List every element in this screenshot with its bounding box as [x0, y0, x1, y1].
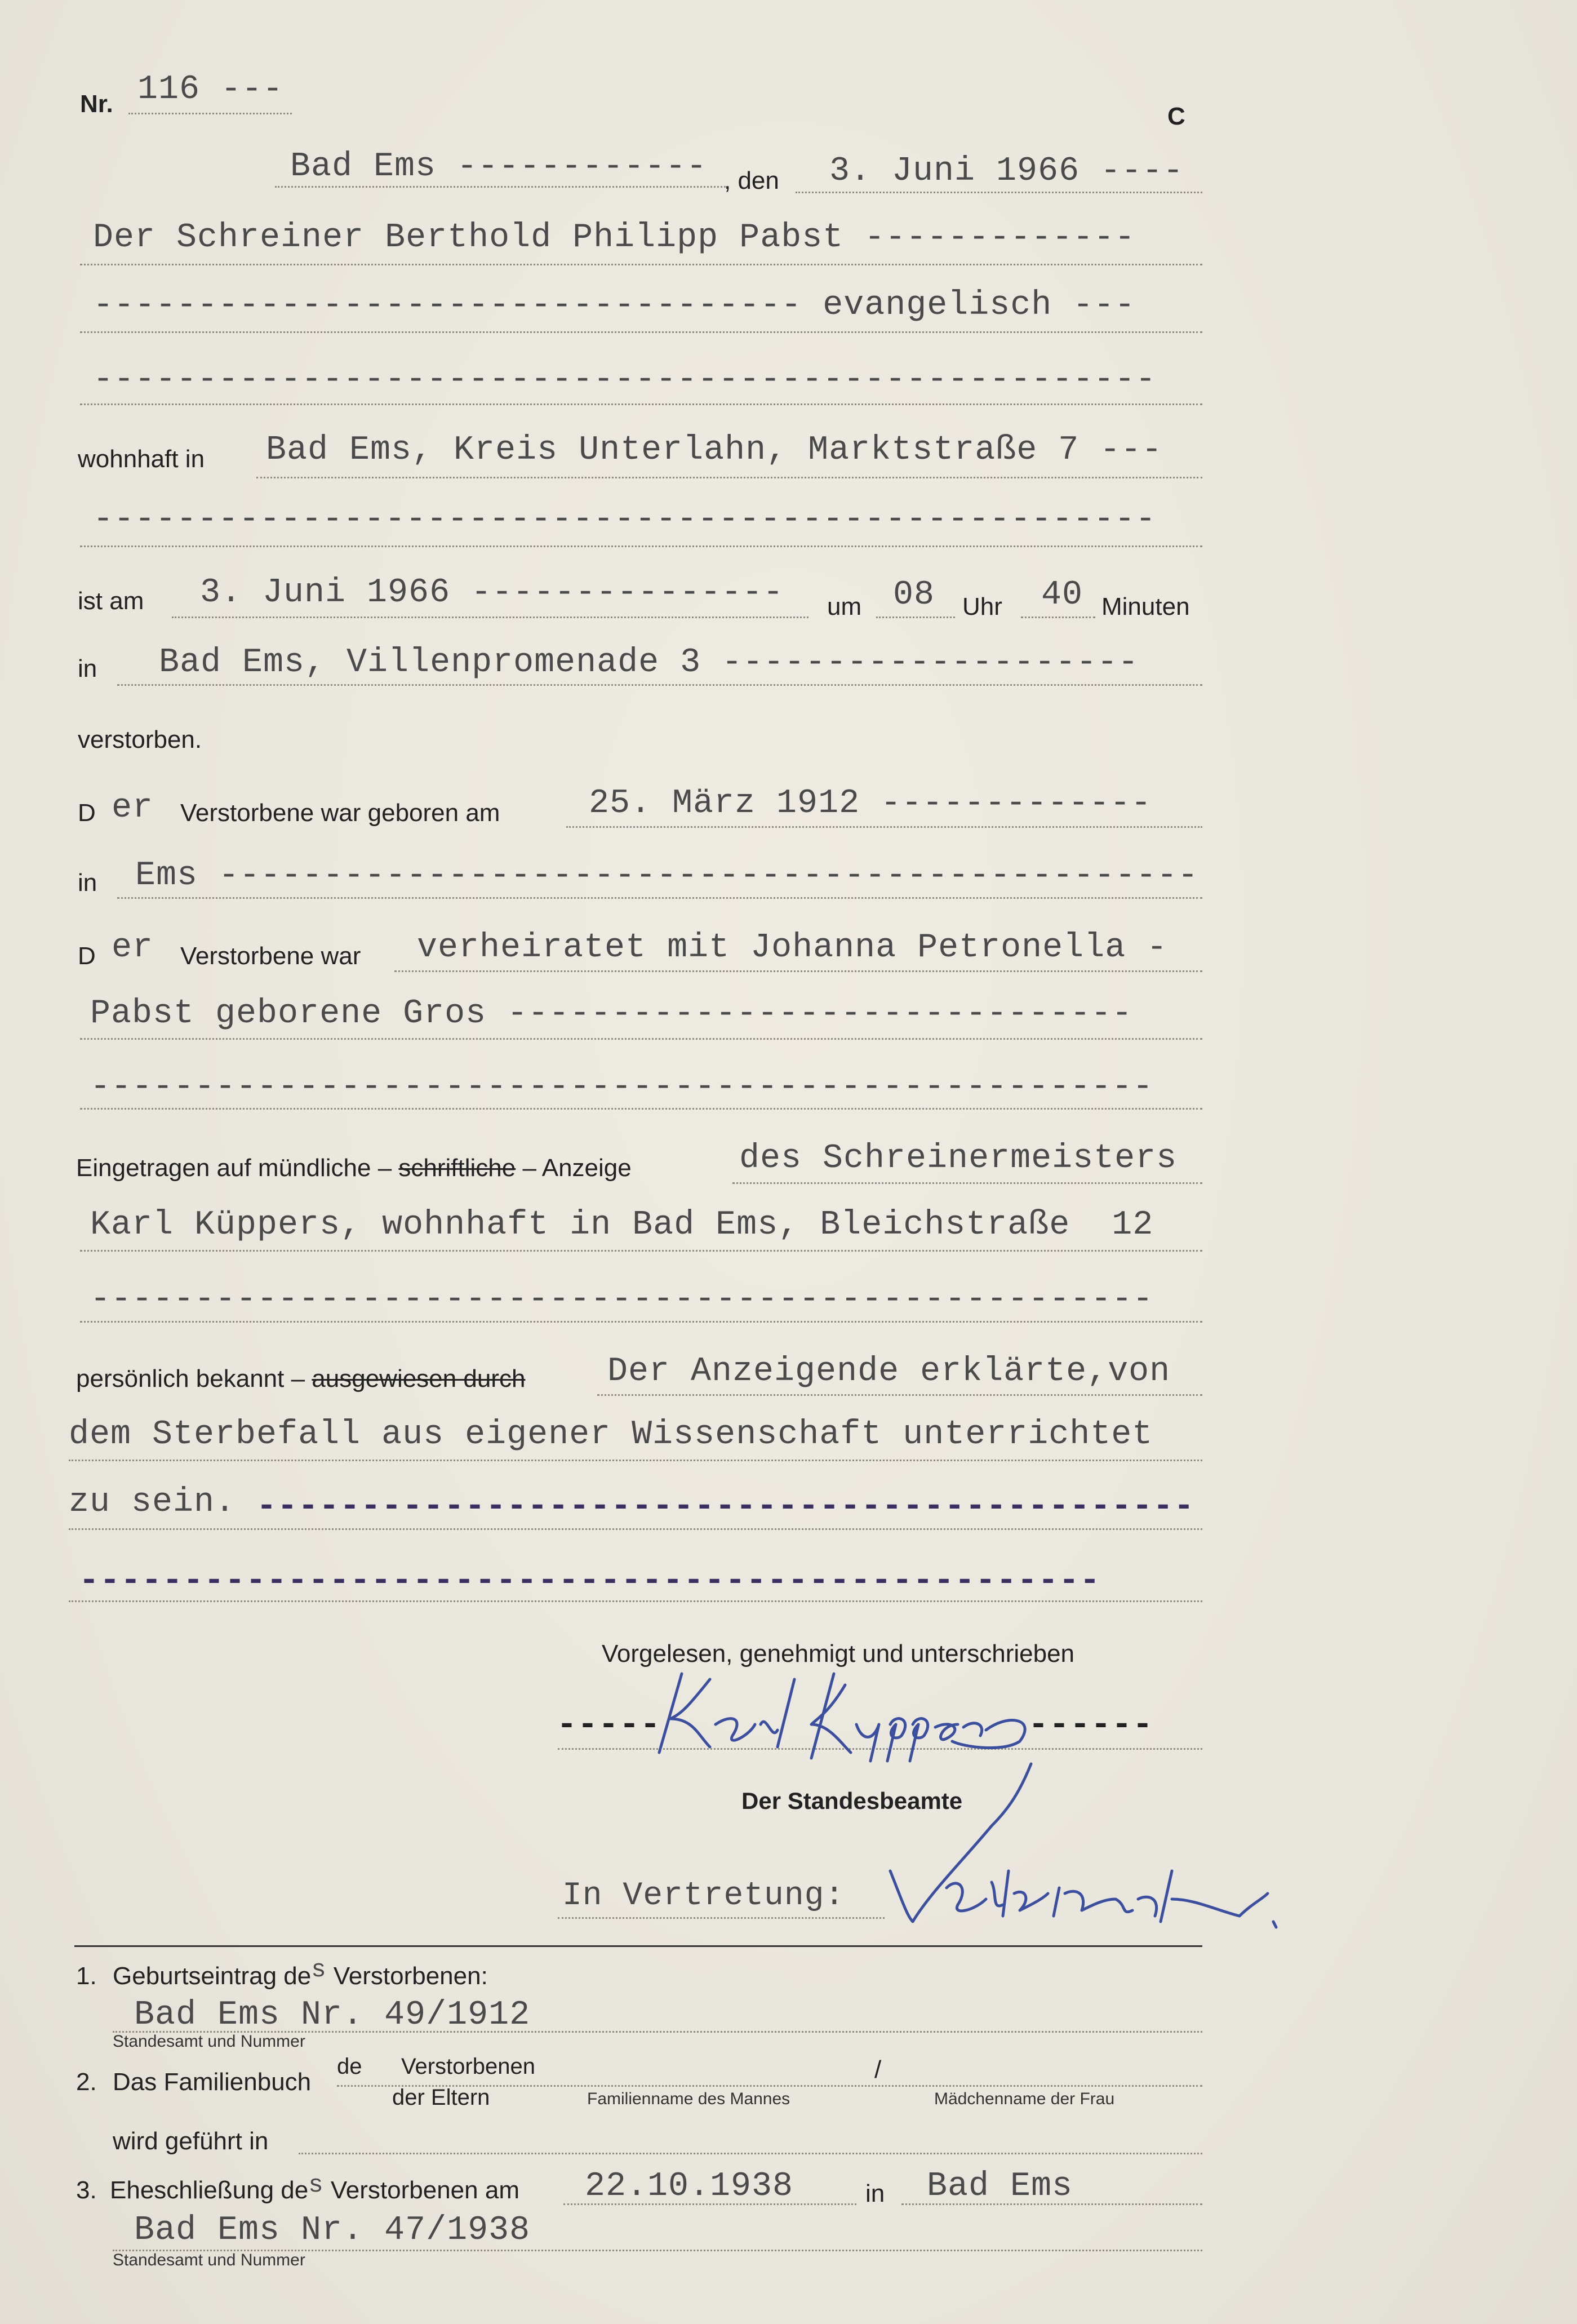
- entry-number: 116 ---: [137, 70, 284, 109]
- item1-number: 1.: [76, 1962, 97, 1990]
- item1-label-a: Geburtseintrag de: [113, 1962, 312, 1990]
- address-continuation: ---------------------------------------------------: [93, 500, 1157, 539]
- rule-line: [69, 1600, 1202, 1602]
- death-minutes: 40: [1041, 576, 1083, 614]
- birth-place: Ems -----------------------------------------------: [135, 857, 1199, 895]
- den-label: , den: [724, 167, 779, 194]
- registrar-signature: [879, 1758, 1285, 1939]
- wohnhaft-label: wohnhaft in: [78, 445, 205, 473]
- rule-line: [558, 1917, 885, 1919]
- read-approved-label: Vorgelesen, genehmigt und unterschrieben: [602, 1640, 1075, 1667]
- marital-d-label: D: [78, 942, 96, 970]
- rule-line: [394, 970, 1202, 972]
- nr-line: [128, 113, 292, 114]
- birth-d-label: D: [78, 799, 96, 827]
- birth-date: 25. März 1912 -------------: [589, 784, 1152, 823]
- rule-line: [563, 2203, 856, 2205]
- item2-caption-man: Familienname des Mannes: [587, 2090, 790, 2108]
- item3-label: [110, 2171, 519, 2206]
- item1-sup: s: [311, 1956, 327, 1984]
- rule-line: [732, 1182, 1202, 1184]
- item1-caption: Standesamt und Nummer: [113, 2032, 305, 2051]
- rule-line: [80, 545, 1202, 547]
- death-date: 3. Juni 1966 ---------------: [200, 574, 784, 612]
- deceased-address: Bad Ems, Kreis Unterlahn, Marktstraße 7 ---: [266, 431, 1163, 469]
- signature-dashes-right: ------: [1028, 1706, 1154, 1745]
- rule-line: [597, 1394, 1202, 1396]
- informant-title: des Schreinermeisters: [739, 1139, 1178, 1178]
- rule-line: [117, 897, 1202, 899]
- item3-label-b: Verstorbenen am: [323, 2176, 519, 2204]
- item2-wird-label: wird geführt in: [113, 2127, 269, 2155]
- ist-am-label: ist am: [78, 587, 144, 615]
- spouse-name: Pabst geborene Gros ------------------------------: [90, 995, 1133, 1033]
- identification-line3: zu sein.: [69, 1483, 236, 1522]
- marriage-date: 22.10.1938: [585, 2167, 794, 2206]
- eingetragen-strike: schriftliche: [398, 1154, 516, 1182]
- informant-signature: [648, 1662, 1042, 1764]
- informant-name-address: Karl Küppers, wohnhaft in Bad Ems, Bleichstraße 12: [90, 1206, 1154, 1244]
- item2-de: de: [337, 2054, 362, 2079]
- bekannt-label-a: persönlich bekannt –: [76, 1365, 312, 1392]
- verstorben-label: verstorben.: [78, 726, 202, 753]
- marital-status: verheiratet mit Johanna Petronella -: [417, 929, 1168, 967]
- rule-line: [80, 1108, 1202, 1110]
- rule-line: [172, 617, 809, 618]
- item2-eltern: der Eltern: [392, 2085, 490, 2110]
- item1-value: Bad Ems Nr. 49/1912: [134, 1996, 531, 2034]
- rule-line: [80, 331, 1202, 333]
- eingetragen-label: [76, 1154, 632, 1182]
- identification-line4: -------------------------------------------------: [79, 1562, 1101, 1600]
- marital-article: er: [112, 929, 154, 967]
- item2-label: Das Familienbuch: [113, 2068, 312, 2096]
- rule-line: [80, 1321, 1202, 1323]
- item3-number: 3.: [76, 2176, 97, 2204]
- item2-verstorbenen: Verstorbenen: [401, 2054, 535, 2079]
- rule-line: [901, 2203, 1202, 2205]
- eingetragen-label-a: Eingetragen auf mündliche –: [76, 1154, 399, 1182]
- marital-line3: ---------------------------------------------------: [90, 1068, 1154, 1106]
- footer-separator: [74, 1945, 1202, 1947]
- birth-text-label: Verstorbene war geboren am: [180, 799, 500, 827]
- rule-line: [876, 617, 955, 618]
- death-in-label: in: [78, 655, 97, 682]
- rule-line: [69, 1528, 1202, 1530]
- registrar-label: Der Standesbeamte: [741, 1788, 963, 1814]
- item2-slash: /: [874, 2056, 882, 2083]
- deceased-religion: ---------------------------------- evangelisch ---: [93, 286, 1136, 325]
- rule-line: [1021, 617, 1095, 618]
- signature-dashes-left: -----: [557, 1706, 661, 1745]
- deceased-name: Der Schreiner Berthold Philipp Pabst -------------: [93, 219, 1136, 257]
- death-hour: 08: [893, 576, 935, 614]
- item3-sup: s: [308, 2171, 324, 2199]
- minuten-label: Minuten: [1101, 593, 1190, 620]
- corner-letter: C: [1167, 103, 1185, 130]
- identification-text: Der Anzeigende erklärte,von: [607, 1352, 1171, 1391]
- bekannt-label: [76, 1365, 525, 1393]
- rule-line: [299, 2153, 1202, 2154]
- death-place: Bad Ems, Villenpromenade 3 --------------------: [159, 644, 1139, 682]
- rule-line: [80, 1250, 1202, 1252]
- item3-value: Bad Ems Nr. 47/1938: [134, 2211, 531, 2250]
- item3-in-label: in: [865, 2180, 885, 2207]
- birth-in-label: in: [78, 869, 97, 897]
- item3-label-a: Eheschließung de: [110, 2176, 309, 2204]
- identification-line2: dem Sterbefall aus eigener Wissenschaft unterrichtet: [69, 1416, 1153, 1454]
- rule-line: [80, 264, 1202, 265]
- marriage-place: Bad Ems: [927, 2167, 1073, 2206]
- bekannt-strike: ausgewiesen durch: [312, 1365, 526, 1392]
- identification-line3-dashes: ---------------------------------------------: [256, 1488, 1195, 1526]
- item1-label: [113, 1956, 488, 1992]
- um-label: um: [827, 593, 862, 620]
- item1-label-b: Verstorbenen:: [326, 1962, 488, 1990]
- item2-caption-woman: Mädchenname der Frau: [934, 2090, 1115, 2108]
- rule-line: [80, 1038, 1202, 1040]
- nr-label: Nr.: [80, 90, 113, 118]
- uhr-label: Uhr: [962, 593, 1002, 620]
- date-line: [796, 192, 1202, 193]
- rule-line: [69, 1460, 1202, 1461]
- item2-number: 2.: [76, 2068, 97, 2096]
- rule-line: [566, 826, 1202, 828]
- registration-place: Bad Ems ------------: [290, 148, 708, 186]
- rule-line: [117, 684, 1202, 686]
- informant-line3: ---------------------------------------------------: [90, 1280, 1154, 1319]
- place-line: [275, 186, 726, 188]
- deceased-line3: ---------------------------------------------------: [93, 361, 1157, 399]
- eingetragen-label-b: – Anzeige: [516, 1154, 632, 1182]
- rule-line: [80, 403, 1202, 405]
- marital-text-label: Verstorbene war: [180, 942, 361, 970]
- registration-date: 3. Juni 1966 ----: [829, 152, 1184, 190]
- item3-caption: Standesamt und Nummer: [113, 2251, 305, 2269]
- rule-line: [256, 477, 1202, 478]
- birth-article: er: [112, 789, 154, 827]
- vertretung-label: In Vertretung:: [562, 1878, 845, 1914]
